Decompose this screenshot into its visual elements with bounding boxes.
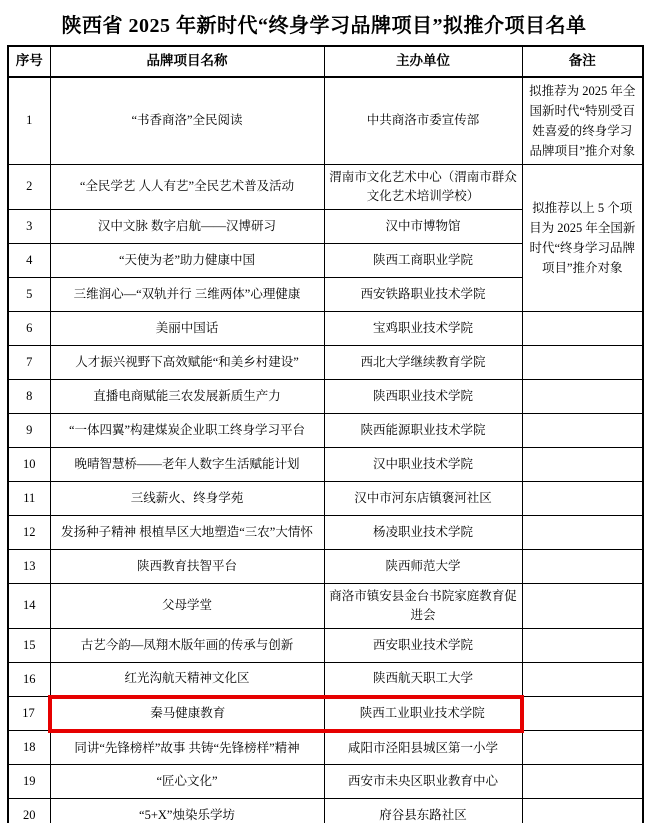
row-number: 10 [8,448,50,482]
row-number: 2 [8,165,50,210]
project-name: “5+X”烛染乐学坊 [50,799,324,823]
project-name-highlighted: 秦马健康教育 [50,697,324,731]
project-name: 同讲“先锋榜样”故事 共铸“先锋榜样”精神 [50,731,324,765]
organizer: 陕西工商职业学院 [324,244,522,278]
remark-cell-empty [522,663,643,697]
remark-cell: 拟推荐为 2025 年全国新时代“特别受百姓喜爱的终身学习品牌项目”推介对象 [522,77,643,165]
row-number: 20 [8,799,50,823]
organizer: 陕西能源职业技术学院 [324,414,522,448]
project-name: 人才振兴视野下高效赋能“和美乡村建设” [50,346,324,380]
header-row [8,46,643,77]
highlighted-row [8,697,643,731]
row-number: 4 [8,244,50,278]
remark-cell-empty [522,346,643,380]
table-row [8,550,643,584]
project-name: “匠心文化” [50,765,324,799]
row-number: 7 [8,346,50,380]
header-serial: 序号 [8,46,50,77]
row-number: 18 [8,731,50,765]
page-title: 陕西省 2025 年新时代“终身学习品牌项目”拟推介项目名单 [61,15,587,37]
project-name: 美丽中国话 [50,312,324,346]
table-row [8,380,643,414]
table-row [8,346,643,380]
remark-cell-empty [522,482,643,516]
organizer-highlighted: 陕西工业职业技术学院 [324,697,522,731]
remark-cell-empty [522,550,643,584]
row-number: 11 [8,482,50,516]
row-number: 6 [8,312,50,346]
project-name: 红光沟航天精神文化区 [50,663,324,697]
project-name: 父母学堂 [50,584,324,629]
header-remark: 备注 [522,46,643,77]
organizer: 杨凌职业技术学院 [324,516,522,550]
remark-cell-merged: 拟推荐以上 5 个项目为 2025 年全国新时代“终身学习品牌项目”推介对象 [522,165,643,312]
remark-cell-empty [522,516,643,550]
table-row [8,584,643,629]
project-name: 汉中文脉 数字启航——汉博研习 [50,210,324,244]
row-number: 16 [8,663,50,697]
remark-cell-empty [522,584,643,629]
remark-cell-empty [522,765,643,799]
project-name: 陕西教育扶智平台 [50,550,324,584]
organizer: 西安铁路职业技术学院 [324,278,522,312]
row-number: 12 [8,516,50,550]
organizer: 渭南市文化艺术中心（渭南市群众文化艺术培训学校） [324,165,522,210]
organizer: 商洛市镇安县金台书院家庭教育促进会 [324,584,522,629]
remark-cell-empty [522,799,643,823]
organizer: 汉中市河东店镇褒河社区 [324,482,522,516]
table-row [8,312,643,346]
organizer: 西安市未央区职业教育中心 [324,765,522,799]
table-row [8,77,643,165]
header-organizer: 主办单位 [324,46,522,77]
remark-cell-empty [522,731,643,765]
remark-cell-empty [522,629,643,663]
project-name: 发扬种子精神 根植旱区大地塑造“三农”大情怀 [50,516,324,550]
organizer: 府谷县东路社区 [324,799,522,823]
row-number: 3 [8,210,50,244]
table-row [8,799,643,823]
project-name: “书香商洛”全民阅读 [50,77,324,165]
organizer: 陕西师范大学 [324,550,522,584]
organizer: 汉中职业技术学院 [324,448,522,482]
organizer: 西安职业技术学院 [324,629,522,663]
row-number: 13 [8,550,50,584]
remark-cell-empty [522,448,643,482]
project-name: “天使为老”助力健康中国 [50,244,324,278]
row-number: 9 [8,414,50,448]
table-row [8,765,643,799]
row-number: 19 [8,765,50,799]
table-row [8,629,643,663]
table-row [8,663,643,697]
organizer: 陕西航天职工大学 [324,663,522,697]
organizer: 宝鸡职业技术学院 [324,312,522,346]
project-name: 三维润心—“双轨并行 三维两体”心理健康 [50,278,324,312]
table-row [8,731,643,765]
organizer: 汉中市博物馆 [324,210,522,244]
projects-table [7,45,644,823]
project-name: 三线薪火、终身学苑 [50,482,324,516]
remark-cell-empty [522,380,643,414]
row-number: 1 [8,77,50,165]
organizer: 中共商洛市委宣传部 [324,77,522,165]
organizer: 咸阳市泾阳县城区第一小学 [324,731,522,765]
row-number: 17 [8,697,50,731]
header-project-name: 品牌项目名称 [50,46,324,77]
row-number: 5 [8,278,50,312]
project-name: “一体四翼”构建煤炭企业职工终身学习平台 [50,414,324,448]
remark-cell-empty [522,697,643,731]
row-number: 8 [8,380,50,414]
row-number: 14 [8,584,50,629]
table-row [8,414,643,448]
remark-cell-empty [522,312,643,346]
organizer: 西北大学继续教育学院 [324,346,522,380]
project-name: 直播电商赋能三农发展新质生产力 [50,380,324,414]
organizer: 陕西职业技术学院 [324,380,522,414]
table-row [8,482,643,516]
project-name: “全民学艺 人人有艺”全民艺术普及活动 [50,165,324,210]
row-number: 15 [8,629,50,663]
remark-cell-empty [522,414,643,448]
table-row [8,165,643,210]
project-name: 晚晴智慧桥——老年人数字生活赋能计划 [50,448,324,482]
table-row [8,448,643,482]
table-row [8,516,643,550]
project-name: 古艺今韵—凤翔木版年画的传承与创新 [50,629,324,663]
